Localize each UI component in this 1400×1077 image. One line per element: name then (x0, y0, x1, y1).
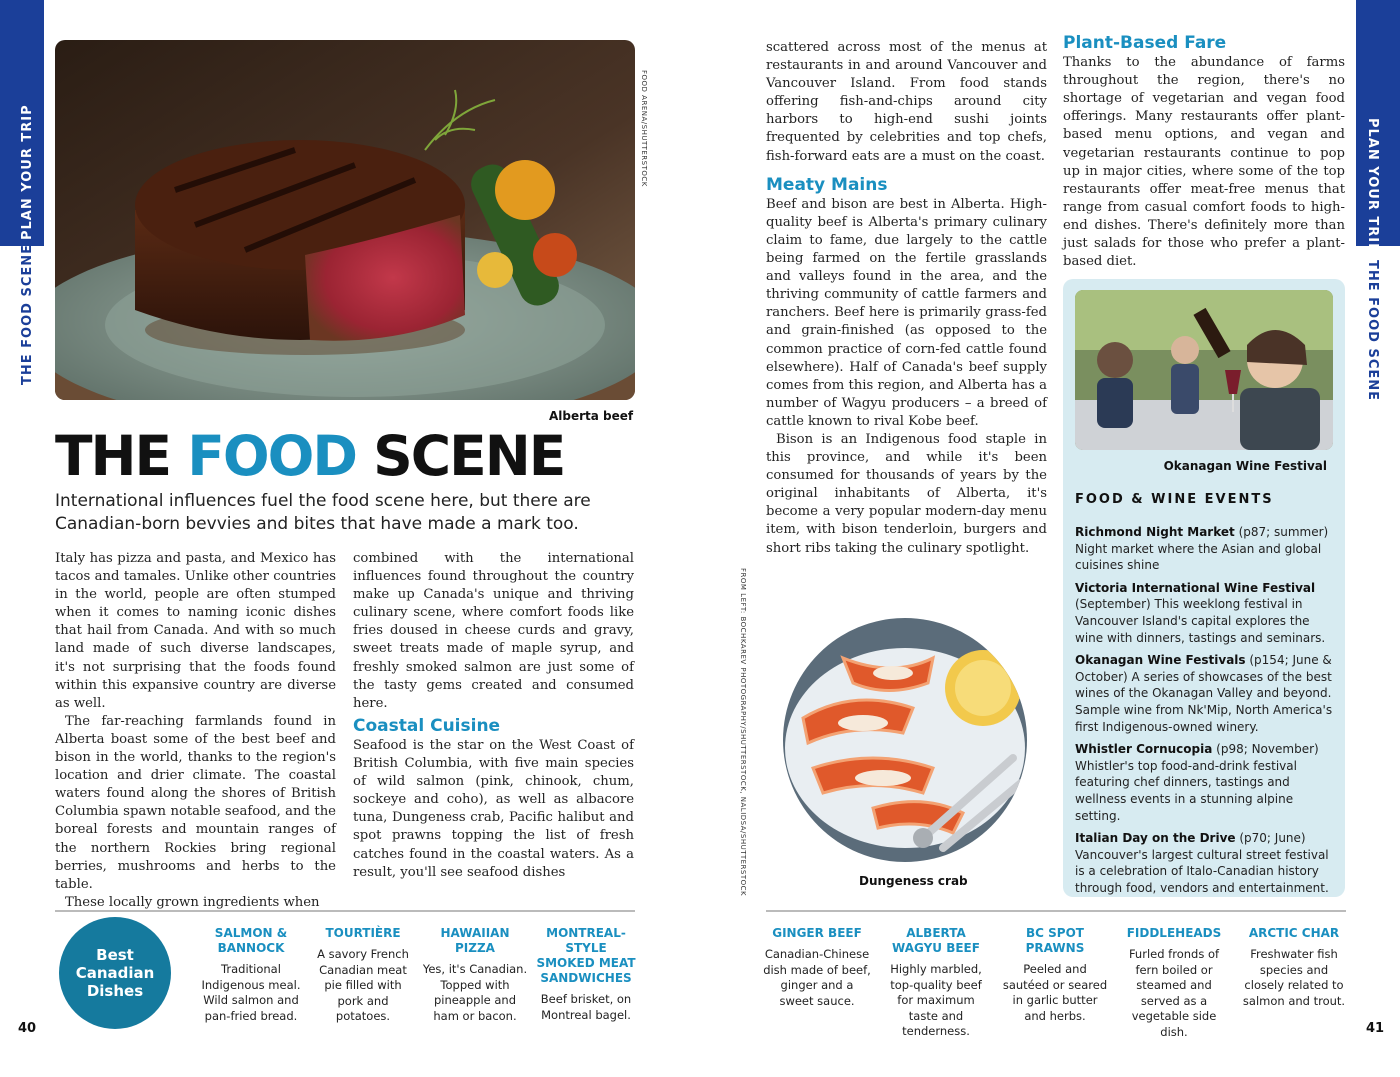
steak-photo (55, 40, 635, 400)
paragraph: Italy has pizza and pasta, and Mexico has tacos and tamales. Unlike other countries in the world, people are often stumped when it comes to naming iconic dishes that hail from Canada. And with so much land made of such diverse landscapes, it's not surprising that the foods found within this expansive country are diverse as well. (55, 551, 336, 711)
paragraph: The far-reaching farmlands found in Alberta boast some of the best beef and bison in the world, thanks to the region's location and drier climate. The coastal waters found along the shores of British Columbia spawn notable seafood, and the boreal forests and mountain ranges of the northern Rockies bring regional berries, mushrooms and herbs to the table. (55, 713, 336, 892)
event-desc: Vancouver's largest cultural street festival is a celebration of Italo-Canadian history through food, vendors and entertainment. (1075, 847, 1329, 895)
event-meta: (p98; November) (1212, 742, 1319, 757)
dish-desc: A savory French Canadian meat pie filled with pork and potatoes. (317, 947, 409, 1023)
event-item (1075, 652, 1337, 735)
body-column-4 (1063, 34, 1345, 271)
standfirst: International influences fuel the food scene here, but there are Canadian-born bevvies and bites that have made a mark too. (55, 491, 591, 534)
dish-desc: Yes, it's Canadian. Topped with pineapple and ham or bacon. (422, 962, 528, 1023)
section-label-right: PLAN YOUR TRIP (1365, 118, 1380, 254)
paragraph: Beef and bison are best in Alberta. High-quality beef is Alberta's primary culinary claim to fame, due largely to the cattle being farmed on the fertile grasslands and valleys found in the area, and the thriving community of cattle farmers and ranchers. Beef here is primarily grass-fed and grain-finished (as opposed to the common practice of corn-fed cattle found elsewhere). Half of Canada's beef supply comes from this region, and Alberta has a number of Wagyu producers – a breed of cattle known to rival Kobe beef. (766, 196, 1047, 429)
dish-item (198, 926, 304, 1024)
body-column-3 (766, 39, 1047, 558)
dish-item (536, 926, 636, 1023)
dish-name: ALBERTA WAGYU BEEF (892, 926, 980, 955)
crab-photo-credit: FROM LEFT: BOCHKAREV PHOTOGRAPHY/SHUTTERSTOCK, NALIDSA/SHUTTERSTOCK (739, 568, 747, 897)
dish-desc: Freshwater fish species and closely related to salmon and trout. (1242, 947, 1346, 1008)
event-item (1075, 524, 1337, 574)
dish-item (763, 926, 871, 1009)
event-desc: Night market where the Asian and global cuisines shine (1075, 541, 1322, 573)
event-desc: (September) This weeklong festival in Vancouver Island's capital explores the wine with dinners, tastings and seminars. (1075, 597, 1326, 645)
best-dishes-badge: Best Canadian Dishes (59, 917, 171, 1029)
title-accent: FOOD (187, 424, 357, 488)
event-meta: (p87; summer) (1234, 525, 1329, 539)
dish-item (422, 926, 528, 1024)
dish-desc: Traditional Indigenous meal. Wild salmon and pan-fried bread. (201, 962, 301, 1023)
dish-name: BC SPOT PRAWNS (1025, 926, 1085, 955)
wine-caption: Okanagan Wine Festival (1163, 459, 1327, 473)
event-item (1075, 741, 1337, 824)
event-name: Victoria International Wine Festival (1075, 580, 1316, 595)
events-list (1075, 524, 1337, 902)
footer-rule-right (766, 910, 1346, 912)
page-number-right: 41 (1366, 1021, 1385, 1036)
dish-name: ARCTIC CHAR (1248, 926, 1340, 940)
title-part-2: SCENE (356, 424, 565, 488)
dish-name: FIDDLEHEADS (1126, 926, 1222, 940)
dish-name: GINGER BEEF (772, 926, 862, 940)
paragraph: Thanks to the abundance of farms throughout the region, there's no shortage of vegetarian and vegan food offerings. Many restaurants offer plant-based menu options, and vegan and vegetarian restaurants continue to pop up in major cities, where some of the top restaurants offer meat-free menus that range from casual comfort foods to high-end dishes. There's definitely more than just salads for those who prefer a plant-based diet. (1063, 55, 1345, 270)
dish-desc: Highly marbled, top-quality beef for maximum taste and tenderness. (890, 962, 982, 1038)
dish-desc: Canadian-Chinese dish made of beef, ginger and a sweet sauce. (763, 947, 871, 1008)
chapter-label-left: THE FOOD SCENE (20, 244, 35, 385)
event-name: Whistler Cornucopia (1075, 742, 1213, 757)
steak-photo-credit: FOOD ARENA/SHUTTERSTOCK (640, 70, 648, 187)
chapter-label-right: THE FOOD SCENE (1365, 260, 1380, 401)
event-meta: (p154; June & October) (1075, 653, 1332, 684)
paragraph: Seafood is the star on the West Coast of British Columbia, with five main species of wild salmon (pink, chinook, chum, sockeye and coho), as well as albacore tuna, Dungeness crab, Pacific halibut and spot prawns topping the list of fresh catches found in the coastal waters. As a result, you'll see seafood dishes (353, 737, 634, 880)
dish-desc: Peeled and sautéed or seared in garlic butter and herbs. (1002, 962, 1108, 1023)
title-part-1: THE (55, 424, 188, 488)
event-desc: A series of showcases of the best wines of the Okanagan Valley and beyond. Sample wine from Nk'Mip, North America's first Indigenous-owned winery. (1075, 669, 1333, 734)
event-desc: Whistler's top food-and-drink festival featuring chef dinners, tastings and wellness events in a stunning alpine setting. (1075, 758, 1297, 823)
event-name: Okanagan Wine Festivals (1075, 653, 1246, 668)
dish-item (1240, 926, 1348, 1009)
event-meta: (p70; June) (1235, 831, 1306, 846)
event-name: Richmond Night Market (1075, 525, 1235, 539)
paragraph: scattered across most of the menus at restaurants in and around Vancouver and Vancouver Island. From food stands offering fish-and-chips around city harbors to high-end sushi joints frequented by celebrities and top chefs, fish-forward eats are a must on the coast. (766, 40, 1047, 164)
dish-name: HAWAIIAN PIZZA (440, 926, 510, 955)
steak-caption: Alberta beef (549, 409, 634, 423)
wine-festival-photo (1075, 290, 1333, 450)
body-column-2 (353, 550, 634, 882)
event-item (1075, 830, 1337, 896)
subheading-meaty: Meaty Mains (766, 174, 888, 195)
crab-photo (783, 618, 1027, 862)
subheading-plant: Plant-Based Fare (1063, 33, 1227, 53)
body-column-1 (55, 550, 336, 912)
subheading-coastal: Coastal Cuisine (353, 715, 501, 736)
crab-caption: Dungeness crab (859, 874, 968, 888)
dish-name: MONTREAL-STYLE SMOKED MEAT SANDWICHES (536, 926, 636, 985)
dish-item (1120, 926, 1228, 1040)
footer-rule-left (55, 910, 635, 912)
paragraph: These locally grown ingredients when (65, 894, 320, 910)
page-title (55, 424, 564, 488)
dish-name: TOURTIÈRE (325, 926, 401, 940)
paragraph: combined with the international influences found throughout the country make up Canada's unique and thriving culinary scene, where comfort foods like fries doused in cheese curds and gravy, sweet treats made of maple syrup, and freshly smoked salmon are just some of the tasty gems created and consumed here. (353, 551, 634, 711)
dish-desc: Furled fronds of fern boiled or steamed and served as a vegetable side dish. (1128, 947, 1220, 1039)
events-title: FOOD & WINE EVENTS (1075, 492, 1274, 507)
paragraph: Bison is an Indigenous food staple in this province, and while it's been consumed for thousands of years by the original inhabitants of Alberta, it's become a very popular modern-day menu item, with bison tenderloin, burgers and short ribs taking the culinary spotlight. (766, 431, 1047, 556)
dish-item (1001, 926, 1109, 1024)
dish-item (312, 926, 414, 1025)
event-item (1075, 580, 1337, 646)
page-number-left: 40 (18, 1021, 37, 1036)
dish-item (882, 926, 990, 1040)
section-label-left: PLAN YOUR TRIP (20, 104, 35, 240)
dish-desc: Beef brisket, on Montreal bagel. (540, 992, 632, 1022)
dish-name: SALMON & BANNOCK (214, 926, 288, 955)
event-name: Italian Day on the Drive (1075, 831, 1236, 846)
